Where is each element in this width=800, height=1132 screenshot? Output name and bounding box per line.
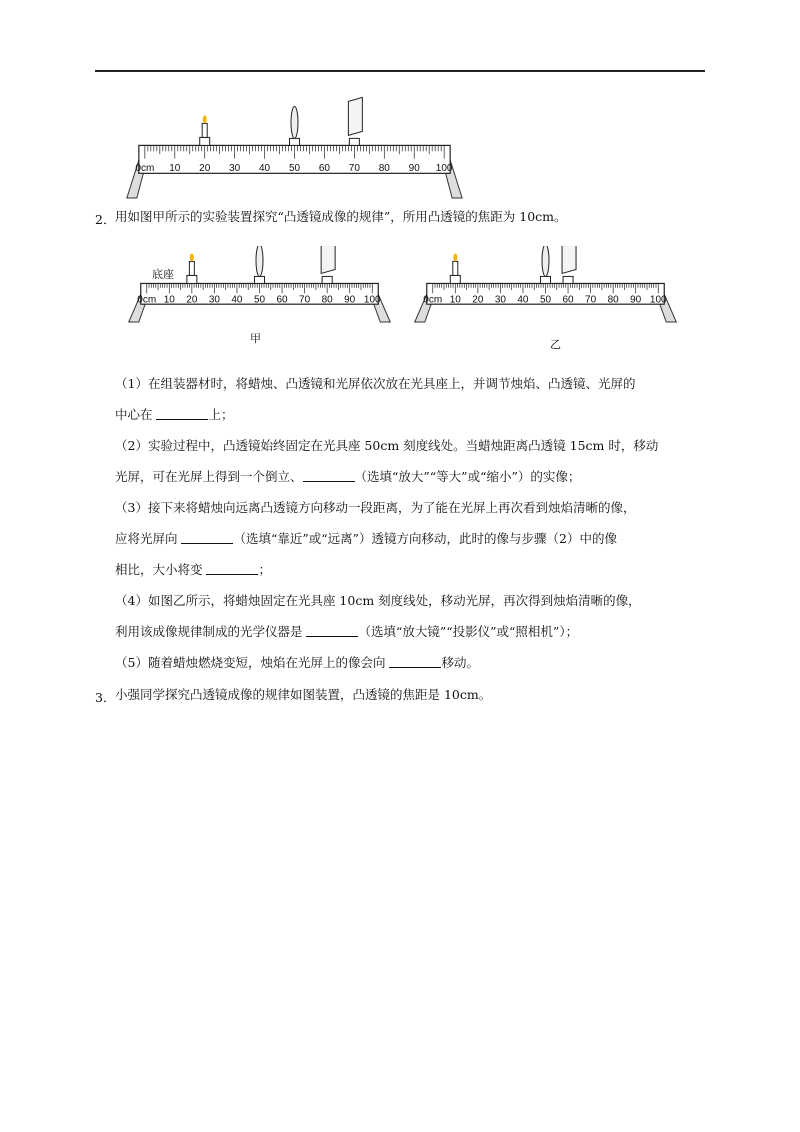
label-dizuo: 底座 <box>152 269 174 281</box>
caption-jia: 甲 <box>250 333 261 345</box>
convex-lens <box>256 246 263 276</box>
bench-tick-label: 0cm <box>423 294 443 306</box>
bench-tick-label: 40 <box>231 294 243 306</box>
answer-blank[interactable] <box>303 469 355 482</box>
candle-holder <box>450 275 460 283</box>
q2-sub4-line2: 利用该成像规律制成的光学仪器是 （选填“放大镜”“投影仪”或“照相机”）； <box>115 624 579 639</box>
header-rule <box>95 70 705 72</box>
q2-sub1-line2: 中心在 上； <box>115 407 234 422</box>
bench-tick-label: 70 <box>299 294 311 306</box>
question-3-stem: 小强同学探究凸透镜成像的规律如图装置，凸透镜的焦距是 10cm。 <box>115 687 492 702</box>
question-3-number: 3． <box>95 690 116 705</box>
bench-tick-label: 80 <box>321 294 333 306</box>
bench-tick-label: 60 <box>276 294 288 306</box>
bench-tick-label: 100 <box>435 163 453 175</box>
bench-tick-label: 30 <box>208 294 220 306</box>
bench-tick-label: 90 <box>630 294 642 306</box>
optical-bench-yi <box>408 246 683 324</box>
bench-tick-label: 10 <box>163 294 175 306</box>
bench-tick-label: 20 <box>472 294 484 306</box>
light-screen <box>321 246 335 273</box>
bench-tick-label: 30 <box>229 163 241 175</box>
bench-tick-label: 10 <box>449 294 461 306</box>
candle <box>202 123 207 137</box>
optical-bench-diagram <box>122 246 397 324</box>
answer-blank[interactable] <box>206 562 258 575</box>
optical-bench-jia <box>122 246 397 324</box>
convex-lens <box>291 106 298 138</box>
answer-blank[interactable] <box>306 624 358 637</box>
bench-tick-label: 50 <box>288 163 301 175</box>
candle-holder <box>187 275 197 283</box>
bench-tick-label: 40 <box>259 163 271 175</box>
bench-tick-label: 70 <box>585 294 597 306</box>
q2-sub3-line2: 应将光屏向 （选填“靠近”或“远离”）透镜方向移动，此时的像与步骤（2）中的像 <box>115 531 618 546</box>
bench-tick-label: 20 <box>186 294 198 306</box>
candle <box>453 261 458 275</box>
bench-tick-label: 80 <box>607 294 619 306</box>
screen-holder <box>322 276 332 283</box>
answer-blank[interactable] <box>181 531 233 544</box>
caption-yi: 乙 <box>550 339 561 351</box>
bench-tick-label: 50 <box>539 294 552 306</box>
candle-flame <box>190 253 194 261</box>
bench-tick-label: 90 <box>344 294 356 306</box>
question-2-stem: 用如图甲所示的实验装置探究“凸透镜成像的规律”，所用凸透镜的焦距为 10cm。 <box>115 209 567 224</box>
bench-tick-label: 0cm <box>135 163 155 175</box>
bench-tick-label: 90 <box>408 163 420 175</box>
bench-tick-label: 0cm <box>137 294 157 306</box>
bench-tick-label: 60 <box>318 163 330 175</box>
bench-tick-label: 80 <box>378 163 390 175</box>
bench-tick-label: 40 <box>517 294 529 306</box>
q2-sub2-line2: 光屏，可在光屏上得到一个倒立、 （选填“放大”“等大”或“缩小”）的实像； <box>115 469 581 484</box>
question-2-number: 2． <box>95 212 116 227</box>
lens-holder <box>255 276 265 283</box>
bench-tick-label: 60 <box>562 294 574 306</box>
light-screen <box>562 246 576 273</box>
q2-sub5-line1: （5）随着蜡烛燃烧变短，烛焰在光屏上的像会向 移动。 <box>115 655 479 670</box>
q2-sub4-line1: （4）如图乙所示，将蜡烛固定在光具座 10cm 刻度线处，移动光屏，再次得到烛焰清晰的像， <box>115 593 641 608</box>
q2-sub3-line1: （3）接下来将蜡烛向远离凸透镜方向移动一段距离，为了能在光屏上再次看到烛焰清晰的像， <box>115 500 636 515</box>
optical-bench-diagram <box>112 95 477 200</box>
bench-tick-label: 10 <box>169 163 181 175</box>
candle-flame <box>203 115 207 123</box>
lens-holder <box>290 138 300 145</box>
bench-tick-label: 100 <box>363 294 381 306</box>
candle-flame <box>453 253 457 261</box>
bench-tick-label: 100 <box>649 294 667 306</box>
q2-sub1-line1: （1）在组装器材时，将蜡烛、凸透镜和光屏依次放在光具座上，并调节烛焰、凸透镜、光屏的 <box>115 376 636 391</box>
answer-blank[interactable] <box>389 655 441 668</box>
bench-tick-label: 20 <box>199 163 211 175</box>
candle <box>189 261 194 275</box>
q2-sub2-line1: （2）实验过程中，凸透镜始终固定在光具座 50cm 刻度线处。当蜡烛距离凸透镜 15cm 时，移动 <box>115 438 659 453</box>
bench-tick-label: 30 <box>494 294 506 306</box>
screen-holder <box>563 276 573 283</box>
optical-bench-top <box>112 95 477 200</box>
bench-tick-label: 70 <box>348 163 360 175</box>
q2-sub3-line3: 相比，大小将变 ； <box>115 562 271 577</box>
lens-holder <box>541 276 551 283</box>
answer-blank[interactable] <box>156 407 208 420</box>
candle-holder <box>200 137 210 145</box>
light-screen <box>348 97 362 135</box>
bench-tick-label: 50 <box>253 294 266 306</box>
convex-lens <box>542 246 549 276</box>
optical-bench-diagram <box>408 246 683 324</box>
screen-holder <box>349 138 359 145</box>
